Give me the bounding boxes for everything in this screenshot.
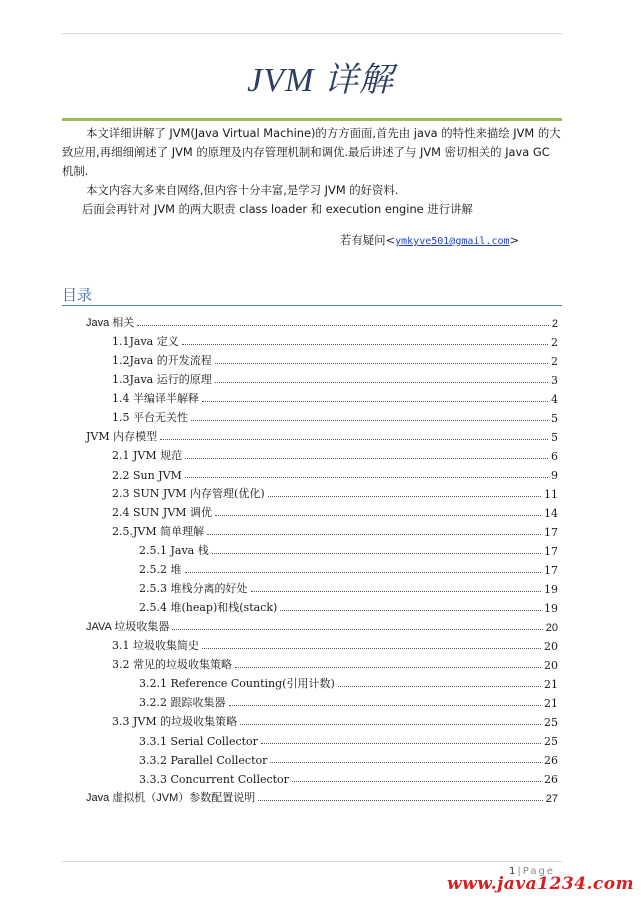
toc-entry-page: 5: [551, 412, 558, 425]
toc-entry[interactable]: [86, 787, 558, 805]
toc-entry-page: 20: [545, 622, 558, 634]
toc-entry-title: JAVA 垃圾收集器: [86, 621, 170, 633]
toc-entry[interactable]: [112, 350, 558, 368]
toc-entry-page: 19: [544, 602, 558, 615]
toc-entry[interactable]: [139, 578, 558, 596]
footer-rule: [62, 861, 562, 862]
toc-entry[interactable]: [112, 654, 558, 672]
toc-entry-page: 5: [551, 431, 558, 444]
toc-entry-page: 19: [544, 583, 558, 596]
toc-entry-page: 3: [551, 374, 558, 387]
toc-entry-title: 2.5.1 Java 栈: [139, 544, 209, 557]
toc-leader: [270, 761, 541, 763]
toc-leader: [202, 647, 541, 649]
document-title: JVM 详解: [247, 62, 394, 99]
toc-leader: [338, 685, 541, 687]
toc-entry-page: 17: [544, 545, 558, 558]
contact-email-link[interactable]: ymkyve501@gmail.com: [395, 236, 510, 247]
toc-entry-title: 3.3 JVM 的垃圾收集策略: [112, 715, 238, 728]
intro-paragraph-3: 后面会再针对 JVM 的两大职责 class loader 和 execution engine 进行讲解: [82, 202, 473, 216]
toc-entry[interactable]: [112, 407, 558, 425]
toc-entry-title: 1.3Java 运行的原理: [112, 373, 212, 386]
toc-entry-title: 1.5 平台无关性: [112, 411, 188, 424]
toc-leader: [229, 704, 542, 706]
toc-leader: [191, 419, 548, 421]
toc-leader: [251, 590, 542, 592]
toc-entry[interactable]: [139, 692, 558, 710]
intro-paragraph-1: 本文详细讲解了 JVM(Java Virtual Machine)的方方面面,首先由 java 的特性来描绘 JVM 的大致应用,再细细阐述了 JVM 的原理及内存管理机制和调优.最后讲述了与 JVM 密切相关的 Java GC 机制.: [62, 126, 561, 178]
toc-entry-title: 3.3.2 Parallel Collector: [139, 754, 268, 767]
toc-heading-rule: [62, 305, 562, 306]
toc-entry[interactable]: [139, 673, 558, 691]
toc-entry-page: 25: [544, 716, 558, 729]
toc-entry-title: 2.4 SUN JVM 调优: [112, 506, 213, 519]
toc-entry-title: 3.2.1 Reference Counting(引用计数): [139, 677, 335, 690]
toc-leader: [261, 742, 541, 744]
toc-entry-title: 3.2.2 跟踪收集器: [139, 696, 226, 709]
toc-entry[interactable]: [139, 730, 558, 748]
toc-entry-page: 25: [544, 735, 558, 748]
toc-entry[interactable]: [139, 559, 558, 577]
page-number-divider: |: [517, 866, 521, 877]
toc-entry[interactable]: [112, 464, 558, 482]
toc-leader: [215, 514, 541, 516]
toc-leader: [160, 438, 548, 440]
toc-entry[interactable]: [112, 369, 558, 387]
toc-entry-page: 9: [551, 469, 558, 482]
toc-entry[interactable]: [139, 540, 558, 558]
toc-leader: [172, 628, 542, 630]
contact-close: >: [509, 233, 520, 247]
toc-leader: [258, 799, 542, 801]
toc-entry[interactable]: [112, 331, 558, 349]
toc-entry[interactable]: [112, 502, 558, 520]
toc-entry-page: 4: [551, 393, 558, 406]
toc-entry-page: 17: [544, 564, 558, 577]
toc-leader: [215, 381, 548, 383]
contact-line: [340, 232, 519, 248]
toc-entry-page: 26: [544, 754, 558, 767]
toc-entry-title: 2.5.2 堆: [139, 563, 182, 576]
toc-leader: [212, 552, 541, 554]
toc-entry[interactable]: [86, 312, 558, 330]
toc-entry-title: Java 虚拟机（JVM）参数配置说明: [86, 792, 256, 804]
toc-leader: [292, 780, 541, 782]
intro-section: [62, 124, 562, 219]
toc-entry-title: 3.3.3 Concurrent Collector: [139, 773, 289, 786]
toc-leader: [185, 476, 548, 478]
toc-entry-title: 2.5.JVM 简单理解: [112, 525, 205, 538]
contact-label: 若有疑问<: [340, 233, 396, 247]
toc-entry-page: 21: [544, 678, 558, 691]
toc-heading: 目录: [62, 286, 93, 304]
toc-entry[interactable]: [112, 521, 558, 539]
toc-entry-title: 1.2Java 的开发流程: [112, 354, 212, 367]
toc-entry[interactable]: [112, 388, 558, 406]
toc-leader: [215, 362, 548, 364]
toc-entry-title: 2.5.4 堆(heap)和栈(stack): [139, 601, 278, 614]
toc-entry-title: 1.4 半编译半解释: [112, 392, 199, 405]
toc-entry-page: 17: [544, 526, 558, 539]
toc-leader: [280, 609, 541, 611]
toc-entry[interactable]: [112, 483, 558, 501]
toc-entry-page: 2: [551, 355, 558, 368]
toc-entry-page: 2: [551, 336, 558, 349]
toc-entry[interactable]: [139, 768, 558, 786]
toc-leader: [185, 457, 548, 459]
toc-leader: [137, 324, 549, 326]
toc-entry[interactable]: [139, 749, 558, 767]
toc-leader: [185, 571, 542, 573]
intro-paragraph-2: 本文内容大多来自网络,但内容十分丰富,是学习 JVM 的好资料.: [86, 183, 399, 197]
toc-entry[interactable]: [86, 616, 558, 634]
toc-entry-title: 3.2 常见的垃圾收集策略: [112, 658, 232, 671]
site-watermark: www.java1234.com: [447, 874, 635, 894]
title-underline: [62, 118, 562, 121]
toc-entry-title: Java 相关: [86, 317, 135, 329]
toc-entry[interactable]: [112, 711, 558, 729]
toc-entry-title: 3.3.1 Serial Collector: [139, 735, 258, 748]
page-number-value: 1: [509, 866, 516, 877]
toc-entry-title: 2.2 Sun JVM: [112, 469, 182, 482]
toc-entry[interactable]: [112, 635, 558, 653]
toc-entry-title: 2.1 JVM 规范: [112, 449, 183, 462]
toc-entry-page: 26: [544, 773, 558, 786]
toc-entry-title: JVM 内存模型: [86, 430, 158, 443]
toc-entry-page: 20: [544, 640, 558, 653]
toc-entry-page: 2: [551, 318, 558, 330]
toc-entry[interactable]: [112, 445, 558, 463]
toc-entry-page: 27: [545, 793, 558, 805]
toc-entry-page: 20: [544, 659, 558, 672]
toc-leader: [240, 723, 541, 725]
toc-entry-page: 21: [544, 697, 558, 710]
toc-leader: [202, 400, 548, 402]
toc-entry[interactable]: [139, 597, 558, 615]
toc-leader: [207, 533, 541, 535]
toc-leader: [182, 343, 548, 345]
toc-entry-title: 1.1Java 定义: [112, 335, 179, 348]
toc-entry-title: 3.1 垃圾收集简史: [112, 639, 199, 652]
toc-entry-title: 2.5.3 堆栈分离的好处: [139, 582, 248, 595]
toc-entry-page: 11: [544, 488, 558, 501]
toc-leader: [268, 495, 541, 497]
toc-entry-page: 14: [544, 507, 558, 520]
page-label: Page: [522, 866, 555, 877]
toc-entry-title: 2.3 SUN JVM 内存管理(优化): [112, 487, 265, 500]
toc-entry-page: 6: [551, 450, 558, 463]
toc-entry[interactable]: [86, 426, 558, 444]
toc-leader: [235, 666, 541, 668]
header-rule: [62, 33, 562, 34]
